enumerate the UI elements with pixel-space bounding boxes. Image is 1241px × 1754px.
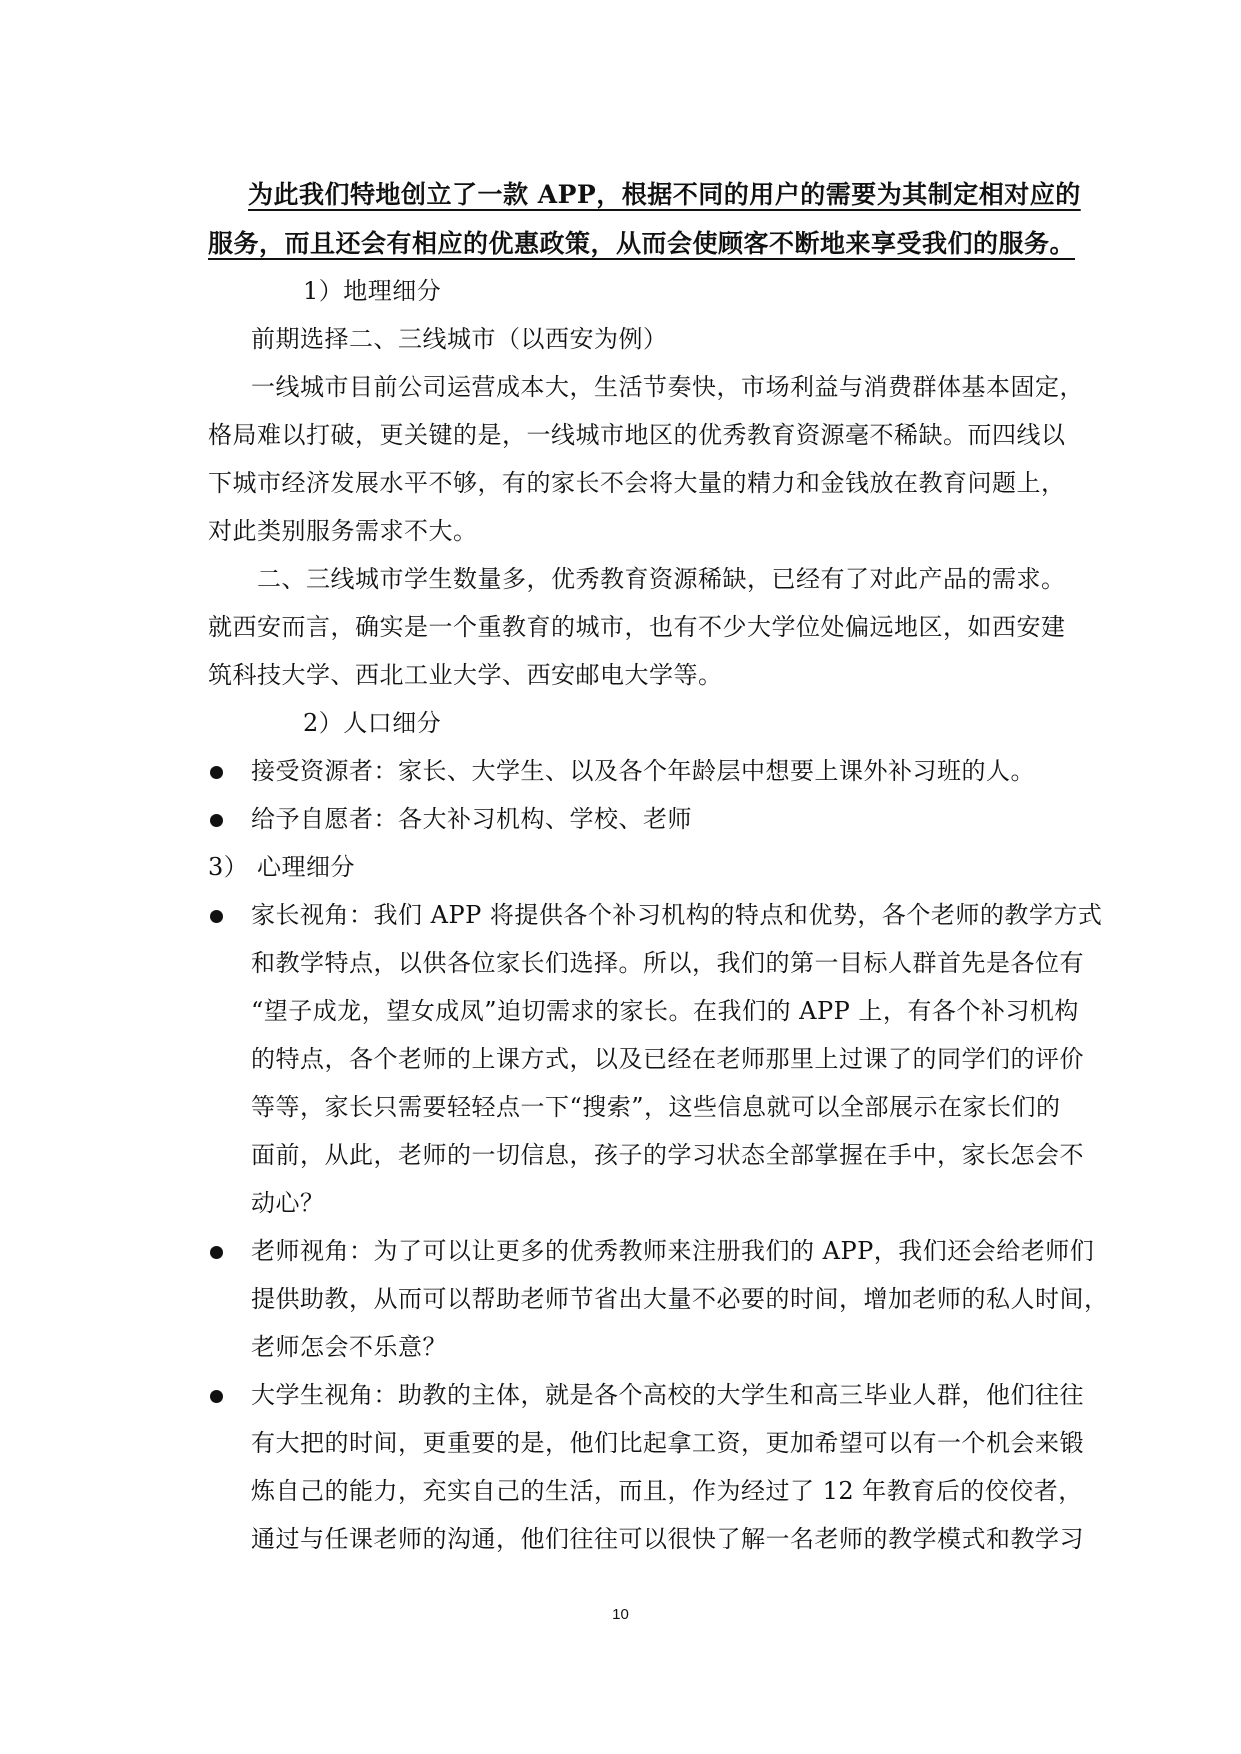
parent-line: 面前，从此，老师的一切信息，孩子的学习状态全部掌握在手中，家长怎会不	[251, 1141, 1084, 1169]
section-heading-psych: 心理细分	[257, 853, 355, 881]
geo-para1-line: 格局难以打破，更关键的是，一线城市地区的优秀教育资源毫不稀缺。而四线以	[208, 421, 1066, 449]
geo-para1-line: 下城市经济发展水平不够，有的家长不会将大量的精力和金钱放在教育问题上，	[208, 469, 1066, 497]
parent-line: 和教学特点，以供各位家长们选择。所以，我们的第一目标人群首先是各位有	[251, 949, 1084, 977]
parent-line: 家长视角：我们 APP 将提供各个补习机构的特点和优势，各个老师的教学方式	[251, 901, 1103, 929]
intro-line-2: 服务，而且还会有相应的优惠政策，从而会使顾客不断地来享受我们的服务。	[208, 229, 1076, 258]
parent-line: “望子成龙，望女成凤”迫切需求的家长。在我们的 APP 上，有各个补习机构	[251, 997, 1079, 1025]
intro-line-1: 为此我们特地创立了一款 APP，根据不同的用户的需要为其制定相对应的	[248, 180, 1081, 209]
geo-choice: 前期选择二、三线城市（以西安为例）	[251, 325, 668, 353]
parent-line: 等等，家长只需要轻轻点一下“搜索”，这些信息就可以全部展示在家长们的	[251, 1093, 1061, 1121]
geo-para2-line: 二、三线城市学生数量多，优秀教育资源稀缺，已经有了对此产品的需求。	[257, 565, 1066, 593]
student-line: 通过与任课老师的沟通，他们往往可以很快了解一名老师的教学模式和教学习	[251, 1525, 1084, 1553]
geo-para1-line: 对此类别服务需求不大。	[208, 517, 478, 545]
bullet-icon	[210, 910, 223, 923]
section-heading-population: 2）人口细分	[303, 709, 442, 737]
section-heading-psych-number: 3）	[208, 853, 249, 881]
population-bullet: 给予自愿者：各大补习机构、学校、老师	[251, 805, 692, 833]
teacher-line: 提供助教，从而可以帮助老师节省出大量不必要的时间，增加老师的私人时间，	[251, 1285, 1109, 1313]
population-bullet: 接受资源者：家长、大学生、以及各个年龄层中想要上课外补习班的人。	[251, 757, 1035, 785]
bullet-icon	[210, 766, 223, 779]
student-line: 有大把的时间，更重要的是，他们比起拿工资，更加希望可以有一个机会来锻	[251, 1429, 1084, 1457]
parent-line: 动心？	[251, 1189, 325, 1217]
page-number: 10	[612, 1606, 629, 1623]
section-heading-geography: 1）地理细分	[303, 277, 442, 305]
teacher-line: 老师视角：为了可以让更多的优秀教师来注册我们的 APP，我们还会给老师们	[251, 1237, 1095, 1265]
student-line: 大学生视角：助教的主体，就是各个高校的大学生和高三毕业人群，他们往往	[251, 1381, 1084, 1409]
parent-line: 的特点，各个老师的上课方式，以及已经在老师那里上过课了的同学们的评价	[251, 1045, 1084, 1073]
student-line: 炼自己的能力，充实自己的生活，而且，作为经过了 12 年教育后的佼佼者，	[251, 1477, 1083, 1505]
bullet-icon	[210, 814, 223, 827]
geo-para2-line: 就西安而言，确实是一个重教育的城市，也有不少大学位处偏远地区，如西安建	[208, 613, 1066, 641]
geo-para1-line: 一线城市目前公司运营成本大，生活节奏快，市场利益与消费群体基本固定，	[251, 373, 1084, 401]
teacher-line: 老师怎会不乐意？	[251, 1333, 447, 1361]
bullet-icon	[210, 1246, 223, 1259]
geo-para2-line: 筑科技大学、西北工业大学、西安邮电大学等。	[208, 661, 723, 689]
bullet-icon	[210, 1390, 223, 1403]
